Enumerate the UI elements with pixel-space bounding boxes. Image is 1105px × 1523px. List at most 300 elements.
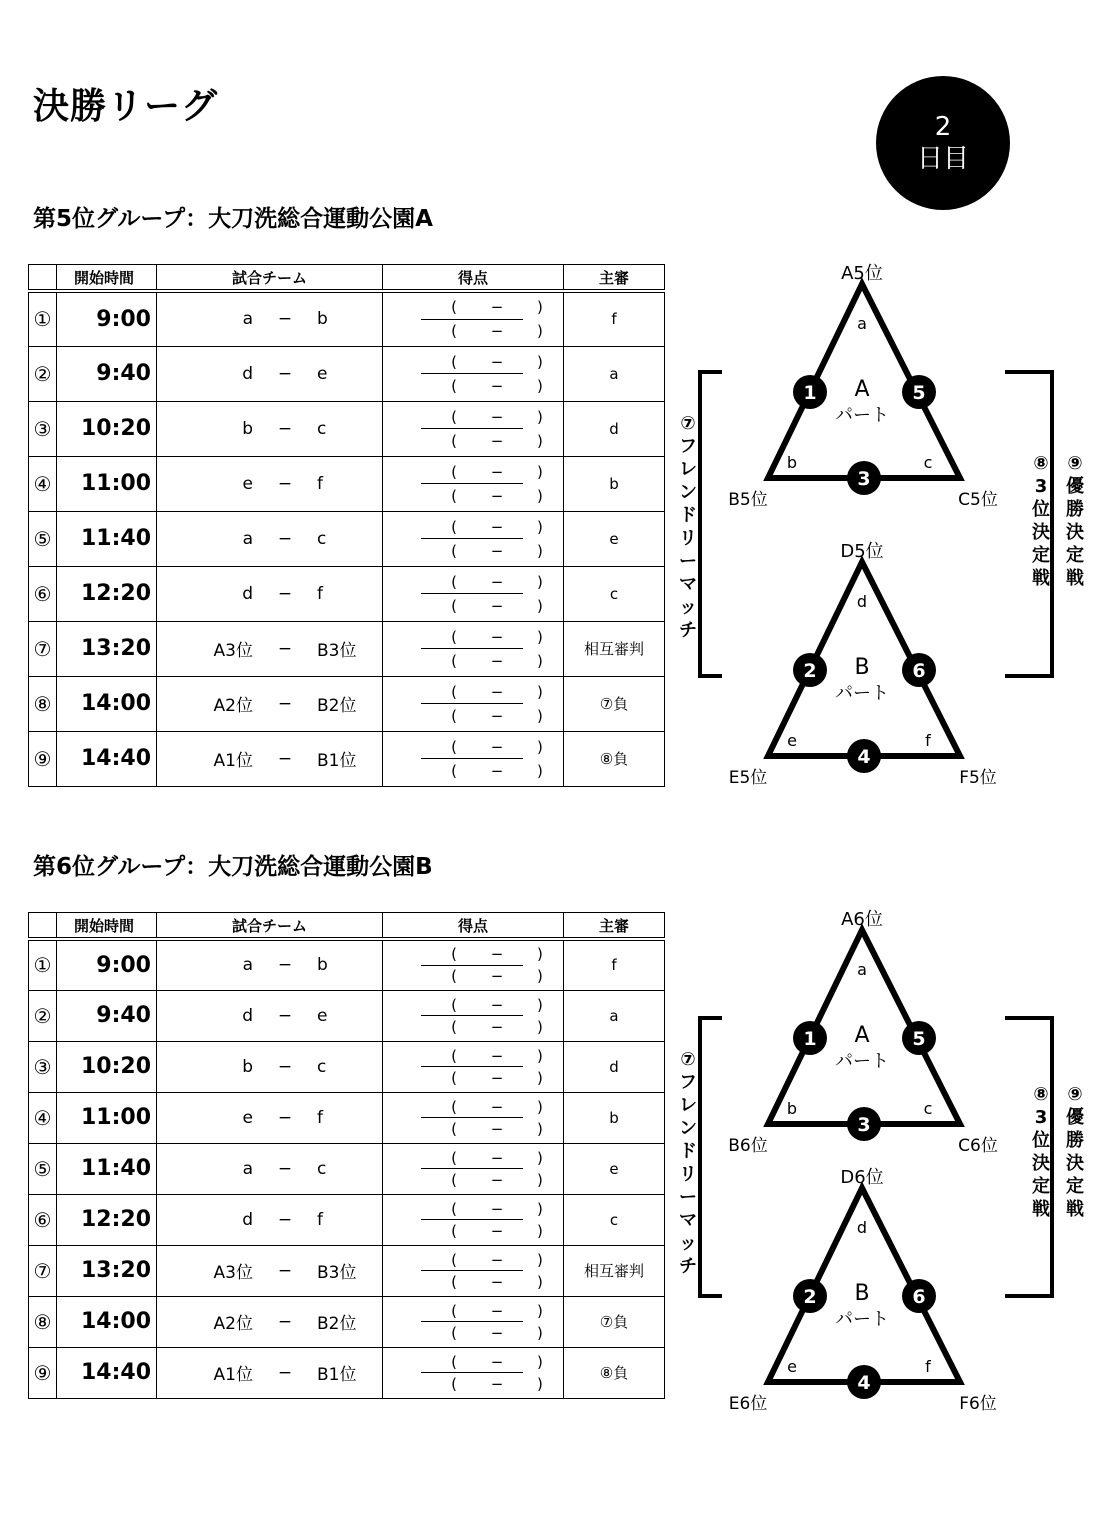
paren-close: )	[537, 1148, 543, 1167]
home-team: b	[242, 418, 253, 439]
referee: e	[564, 511, 665, 566]
score-cell	[383, 1296, 564, 1347]
match-number: ②	[29, 990, 57, 1041]
score-line-second-half	[421, 649, 543, 672]
score-cell	[383, 1347, 564, 1398]
match-number: ①	[29, 291, 57, 346]
versus-dash: −	[277, 1362, 293, 1383]
match-number: ⑥	[29, 1194, 57, 1245]
paren-open: (	[451, 737, 457, 756]
paren-close: )	[537, 462, 543, 481]
header-match-teams: 試合チーム	[157, 265, 383, 292]
score-dash: −	[490, 1374, 504, 1393]
score-line-first-half	[421, 515, 543, 539]
header-referee: 主審	[564, 913, 665, 940]
score-line-first-half	[421, 1045, 543, 1067]
corner-team-right: f	[925, 731, 931, 750]
match-time: 11:40	[57, 1143, 157, 1194]
table-row	[29, 1194, 665, 1245]
header-match-teams: 試合チーム	[157, 913, 383, 940]
paren-close: )	[537, 407, 543, 426]
match-time: 9:40	[57, 990, 157, 1041]
corner-team-right: f	[925, 1357, 931, 1376]
third-place-label-number: ⑧	[1033, 1084, 1049, 1105]
score-line-second-half	[421, 594, 543, 617]
paren-open: (	[451, 1323, 457, 1342]
score-dash: −	[490, 1199, 504, 1218]
referee: b	[564, 1092, 665, 1143]
header-no	[29, 913, 57, 940]
home-team: a	[242, 955, 253, 976]
match-bottom-number: 4	[857, 746, 871, 768]
paren-close: )	[537, 945, 543, 964]
paren-open: (	[451, 1017, 457, 1036]
paren-open: (	[451, 945, 457, 964]
away-team: B3位	[317, 641, 357, 661]
home-team: d	[242, 583, 253, 604]
paren-close: )	[537, 1199, 543, 1218]
match-number: ⑦	[29, 621, 57, 676]
corner-team-left: b	[786, 453, 798, 472]
score-line-second-half	[421, 1322, 543, 1343]
left-team-label: E5位	[728, 768, 768, 788]
score-line-first-half	[421, 405, 543, 429]
home-team: A2位	[213, 1314, 253, 1334]
paren-open: (	[451, 431, 457, 450]
part-label: パート	[835, 1309, 889, 1330]
paren-close: )	[537, 1017, 543, 1036]
part-label: パート	[835, 1051, 889, 1072]
score-line-first-half	[421, 735, 543, 759]
score-line-second-half	[421, 1373, 543, 1394]
versus-dash: −	[277, 1158, 293, 1179]
score-dash: −	[490, 431, 504, 450]
score-dash: −	[490, 572, 504, 591]
paren-close: )	[537, 541, 543, 560]
day-badge	[876, 76, 1010, 210]
page-title: 決勝リーグ	[33, 86, 219, 127]
final-label	[1064, 1083, 1086, 1221]
right-team-label: F6位	[959, 1394, 997, 1414]
score-cell	[383, 1092, 564, 1143]
score-line-first-half	[421, 625, 543, 649]
table-row	[29, 456, 665, 511]
paren-open: (	[451, 298, 457, 317]
referee: c	[564, 1194, 665, 1245]
home-team: A3位	[213, 641, 253, 661]
score-dash: −	[490, 407, 504, 426]
part-label: パート	[835, 683, 889, 704]
match-time: 14:40	[57, 1347, 157, 1398]
score-dash: −	[490, 1250, 504, 1269]
match-teams	[157, 1347, 383, 1398]
referee: f	[564, 291, 665, 346]
paren-close: )	[537, 1170, 543, 1189]
header-score: 得点	[383, 265, 564, 292]
score-dash: −	[490, 322, 504, 341]
corner-team-top: d	[856, 1218, 868, 1237]
group5-bracket-diagram	[660, 262, 1105, 802]
score-dash: −	[490, 596, 504, 615]
away-team: f	[317, 583, 323, 604]
match-time: 13:20	[57, 621, 157, 676]
table-row	[29, 1143, 665, 1194]
match-time: 10:20	[57, 401, 157, 456]
group6-title: 第6位グループ：大刀洗総合運動公園B	[33, 854, 433, 880]
versus-dash: −	[277, 955, 293, 976]
paren-open: (	[451, 572, 457, 591]
match-right-number: 6	[912, 1286, 926, 1308]
score-dash: −	[490, 486, 504, 505]
home-team: d	[242, 363, 253, 384]
score-cell	[383, 401, 564, 456]
header-no	[29, 265, 57, 292]
match-number: ①	[29, 939, 57, 990]
score-dash: −	[490, 1272, 504, 1291]
paren-open: (	[451, 1046, 457, 1065]
match-number: ④	[29, 1092, 57, 1143]
match-teams	[157, 621, 383, 676]
referee: ⑧負	[564, 731, 665, 786]
versus-dash: −	[277, 1260, 293, 1281]
corner-team-top: a	[857, 314, 867, 333]
away-team: f	[317, 1107, 323, 1128]
paren-close: )	[537, 682, 543, 701]
home-team: A1位	[213, 751, 253, 771]
score-dash: −	[490, 995, 504, 1014]
match-number: ⑨	[29, 1347, 57, 1398]
away-team: c	[317, 1158, 327, 1179]
score-cell	[383, 456, 564, 511]
score-dash: −	[490, 1046, 504, 1065]
friendly-match-label-number: ⑦	[680, 1049, 696, 1070]
home-team: A3位	[213, 1263, 253, 1283]
day-badge-number: 2	[934, 112, 952, 142]
score-line-second-half	[421, 1118, 543, 1139]
score-line-second-half	[421, 1016, 543, 1037]
versus-dash: −	[277, 583, 293, 604]
score-dash: −	[490, 945, 504, 964]
top-team-label: A6位	[841, 909, 883, 930]
paren-close: )	[537, 1097, 543, 1116]
home-team: A2位	[213, 696, 253, 716]
away-team: f	[317, 1209, 323, 1230]
match-number: ④	[29, 456, 57, 511]
third-place-label	[1030, 452, 1052, 590]
score-cell	[383, 291, 564, 346]
match-number: ⑤	[29, 1143, 57, 1194]
paren-close: )	[537, 1374, 543, 1393]
away-team: c	[317, 418, 327, 439]
paren-open: (	[451, 1097, 457, 1116]
match-teams	[157, 1194, 383, 1245]
paren-close: )	[537, 1272, 543, 1291]
match-time: 11:00	[57, 456, 157, 511]
versus-dash: −	[277, 418, 293, 439]
paren-open: (	[451, 1170, 457, 1189]
referee: b	[564, 456, 665, 511]
score-line-second-half	[421, 1067, 543, 1088]
score-cell	[383, 346, 564, 401]
match-teams	[157, 939, 383, 990]
referee: 相互審判	[564, 1245, 665, 1296]
versus-dash: −	[277, 1311, 293, 1332]
score-line-second-half	[421, 1169, 543, 1190]
paren-close: )	[537, 995, 543, 1014]
paren-close: )	[537, 486, 543, 505]
match-number: ⑥	[29, 566, 57, 621]
match-time: 9:00	[57, 939, 157, 990]
paren-close: )	[537, 651, 543, 670]
match-bottom-number: 4	[857, 1372, 871, 1394]
away-team: c	[317, 528, 327, 549]
match-time: 14:00	[57, 1296, 157, 1347]
referee: ⑦負	[564, 676, 665, 731]
away-team: e	[317, 1005, 328, 1026]
score-dash: −	[490, 541, 504, 560]
match-number: ③	[29, 401, 57, 456]
home-team: e	[242, 473, 253, 494]
versus-dash: −	[277, 363, 293, 384]
referee: d	[564, 1041, 665, 1092]
score-line-second-half	[421, 759, 543, 782]
header-start-time: 開始時間	[57, 913, 157, 940]
score-dash: −	[490, 462, 504, 481]
paren-open: (	[451, 407, 457, 426]
friendly-bracket-line	[700, 372, 722, 676]
paren-open: (	[451, 682, 457, 701]
table-row	[29, 291, 665, 346]
score-line-first-half	[421, 1249, 543, 1271]
match-time: 12:20	[57, 1194, 157, 1245]
score-line-second-half	[421, 429, 543, 452]
table-row	[29, 1092, 665, 1143]
match-teams	[157, 566, 383, 621]
match-teams	[157, 346, 383, 401]
paren-close: )	[537, 352, 543, 371]
referee: c	[564, 566, 665, 621]
paren-open: (	[451, 322, 457, 341]
versus-dash: −	[277, 1209, 293, 1230]
left-team-label: B6位	[728, 1136, 768, 1156]
score-dash: −	[490, 1323, 504, 1342]
away-team: B1位	[317, 1365, 357, 1385]
match-number: ⑦	[29, 1245, 57, 1296]
match-teams	[157, 731, 383, 786]
paren-close: )	[537, 517, 543, 536]
score-line-first-half	[421, 1198, 543, 1220]
match-number: ③	[29, 1041, 57, 1092]
referee: a	[564, 346, 665, 401]
score-dash: −	[490, 1097, 504, 1116]
paren-open: (	[451, 541, 457, 560]
home-team: A1位	[213, 1365, 253, 1385]
score-dash: −	[490, 376, 504, 395]
score-line-second-half	[421, 539, 543, 562]
home-team: a	[242, 309, 253, 330]
part-letter: B	[854, 655, 870, 680]
paren-open: (	[451, 462, 457, 481]
match-teams	[157, 676, 383, 731]
match-teams	[157, 1143, 383, 1194]
match-number: ⑧	[29, 676, 57, 731]
left-team-label: B5位	[728, 490, 768, 510]
corner-team-top: d	[856, 592, 868, 611]
match-time: 11:00	[57, 1092, 157, 1143]
match-teams	[157, 401, 383, 456]
match-left-number: 2	[803, 1286, 817, 1308]
match-teams	[157, 291, 383, 346]
header-score: 得点	[383, 913, 564, 940]
home-team: a	[242, 528, 253, 549]
match-time: 13:20	[57, 1245, 157, 1296]
table-row	[29, 1347, 665, 1398]
paren-close: )	[537, 1323, 543, 1342]
score-dash: −	[490, 1017, 504, 1036]
score-cell	[383, 990, 564, 1041]
paren-open: (	[451, 1119, 457, 1138]
paren-close: )	[537, 737, 543, 756]
right-team-label: F5位	[959, 768, 997, 788]
versus-dash: −	[277, 473, 293, 494]
referee: ⑦負	[564, 1296, 665, 1347]
score-cell	[383, 1194, 564, 1245]
versus-dash: −	[277, 1107, 293, 1128]
paren-close: )	[537, 1301, 543, 1320]
score-line-second-half	[421, 374, 543, 397]
away-team: B2位	[317, 1314, 357, 1334]
corner-team-top: a	[857, 960, 867, 979]
paren-close: )	[537, 967, 543, 986]
paren-open: (	[451, 627, 457, 646]
versus-dash: −	[277, 748, 293, 769]
score-dash: −	[490, 627, 504, 646]
header-start-time: 開始時間	[57, 265, 157, 292]
score-line-second-half	[421, 704, 543, 727]
table-row	[29, 939, 665, 990]
versus-dash: −	[277, 1005, 293, 1026]
part-letter: B	[854, 1281, 870, 1306]
score-dash: −	[490, 1148, 504, 1167]
match-left-number: 1	[803, 382, 817, 404]
home-team: a	[242, 1158, 253, 1179]
score-dash: −	[490, 1352, 504, 1371]
versus-dash: −	[277, 693, 293, 714]
match-time: 10:20	[57, 1041, 157, 1092]
versus-dash: −	[277, 638, 293, 659]
table-row	[29, 1041, 665, 1092]
paren-close: )	[537, 1250, 543, 1269]
paren-close: )	[537, 572, 543, 591]
score-line-first-half	[421, 1300, 543, 1322]
paren-close: )	[537, 298, 543, 317]
score-line-second-half	[421, 320, 543, 343]
corner-team-right: c	[923, 1099, 933, 1118]
part-letter: A	[854, 1023, 870, 1048]
final-label-text: 優勝決定戦	[1066, 476, 1084, 589]
match-bottom-number: 3	[857, 1114, 871, 1136]
paren-open: (	[451, 706, 457, 725]
score-dash: −	[490, 1170, 504, 1189]
table-row	[29, 401, 665, 456]
right-team-label: C5位	[958, 490, 998, 510]
referee: 相互審判	[564, 621, 665, 676]
paren-close: )	[537, 431, 543, 450]
table-row	[29, 1296, 665, 1347]
home-team: b	[242, 1056, 253, 1077]
match-time: 12:20	[57, 566, 157, 621]
score-dash: −	[490, 761, 504, 780]
score-line-second-half	[421, 966, 543, 987]
score-line-first-half	[421, 1351, 543, 1373]
final-label	[1064, 452, 1086, 590]
score-dash: −	[490, 1119, 504, 1138]
paren-open: (	[451, 486, 457, 505]
score-cell	[383, 511, 564, 566]
paren-open: (	[451, 1199, 457, 1218]
score-line-first-half	[421, 1096, 543, 1118]
table-row	[29, 731, 665, 786]
versus-dash: −	[277, 528, 293, 549]
paren-close: )	[537, 627, 543, 646]
match-right-number: 5	[912, 1028, 926, 1050]
match-time: 14:00	[57, 676, 157, 731]
match-number: ⑧	[29, 1296, 57, 1347]
match-teams	[157, 511, 383, 566]
away-team: b	[317, 309, 328, 330]
paren-open: (	[451, 651, 457, 670]
group5-title: 第5位グループ：大刀洗総合運動公園A	[33, 206, 433, 232]
score-cell	[383, 939, 564, 990]
table-row	[29, 511, 665, 566]
match-number: ②	[29, 346, 57, 401]
score-dash: −	[490, 682, 504, 701]
score-line-second-half	[421, 1220, 543, 1241]
score-line-first-half	[421, 680, 543, 704]
paren-open: (	[451, 1301, 457, 1320]
corner-team-left: e	[787, 731, 797, 750]
match-teams	[157, 1041, 383, 1092]
table-row	[29, 676, 665, 731]
paren-open: (	[451, 376, 457, 395]
away-team: b	[317, 955, 328, 976]
score-line-first-half	[421, 350, 543, 374]
friendly-match-label-text: フレンドリーマッチ	[679, 436, 697, 641]
third-place-label-text: 3位決定戦	[1032, 1107, 1050, 1220]
match-left-number: 2	[803, 660, 817, 682]
away-team: e	[317, 363, 328, 384]
match-time: 9:00	[57, 291, 157, 346]
paren-open: (	[451, 761, 457, 780]
paren-open: (	[451, 1148, 457, 1167]
paren-close: )	[537, 596, 543, 615]
score-cell	[383, 1245, 564, 1296]
final-label-number: ⑨	[1067, 1084, 1083, 1105]
table-row	[29, 990, 665, 1041]
score-line-first-half	[421, 1147, 543, 1169]
match-right-number: 6	[912, 660, 926, 682]
header-referee: 主審	[564, 265, 665, 292]
paren-open: (	[451, 1250, 457, 1269]
table-row	[29, 1245, 665, 1296]
paren-open: (	[451, 1272, 457, 1291]
versus-dash: −	[277, 309, 293, 330]
score-cell	[383, 1143, 564, 1194]
away-team: B1位	[317, 751, 357, 771]
match-time: 14:40	[57, 731, 157, 786]
paren-open: (	[451, 1352, 457, 1371]
corner-team-right: c	[923, 453, 933, 472]
